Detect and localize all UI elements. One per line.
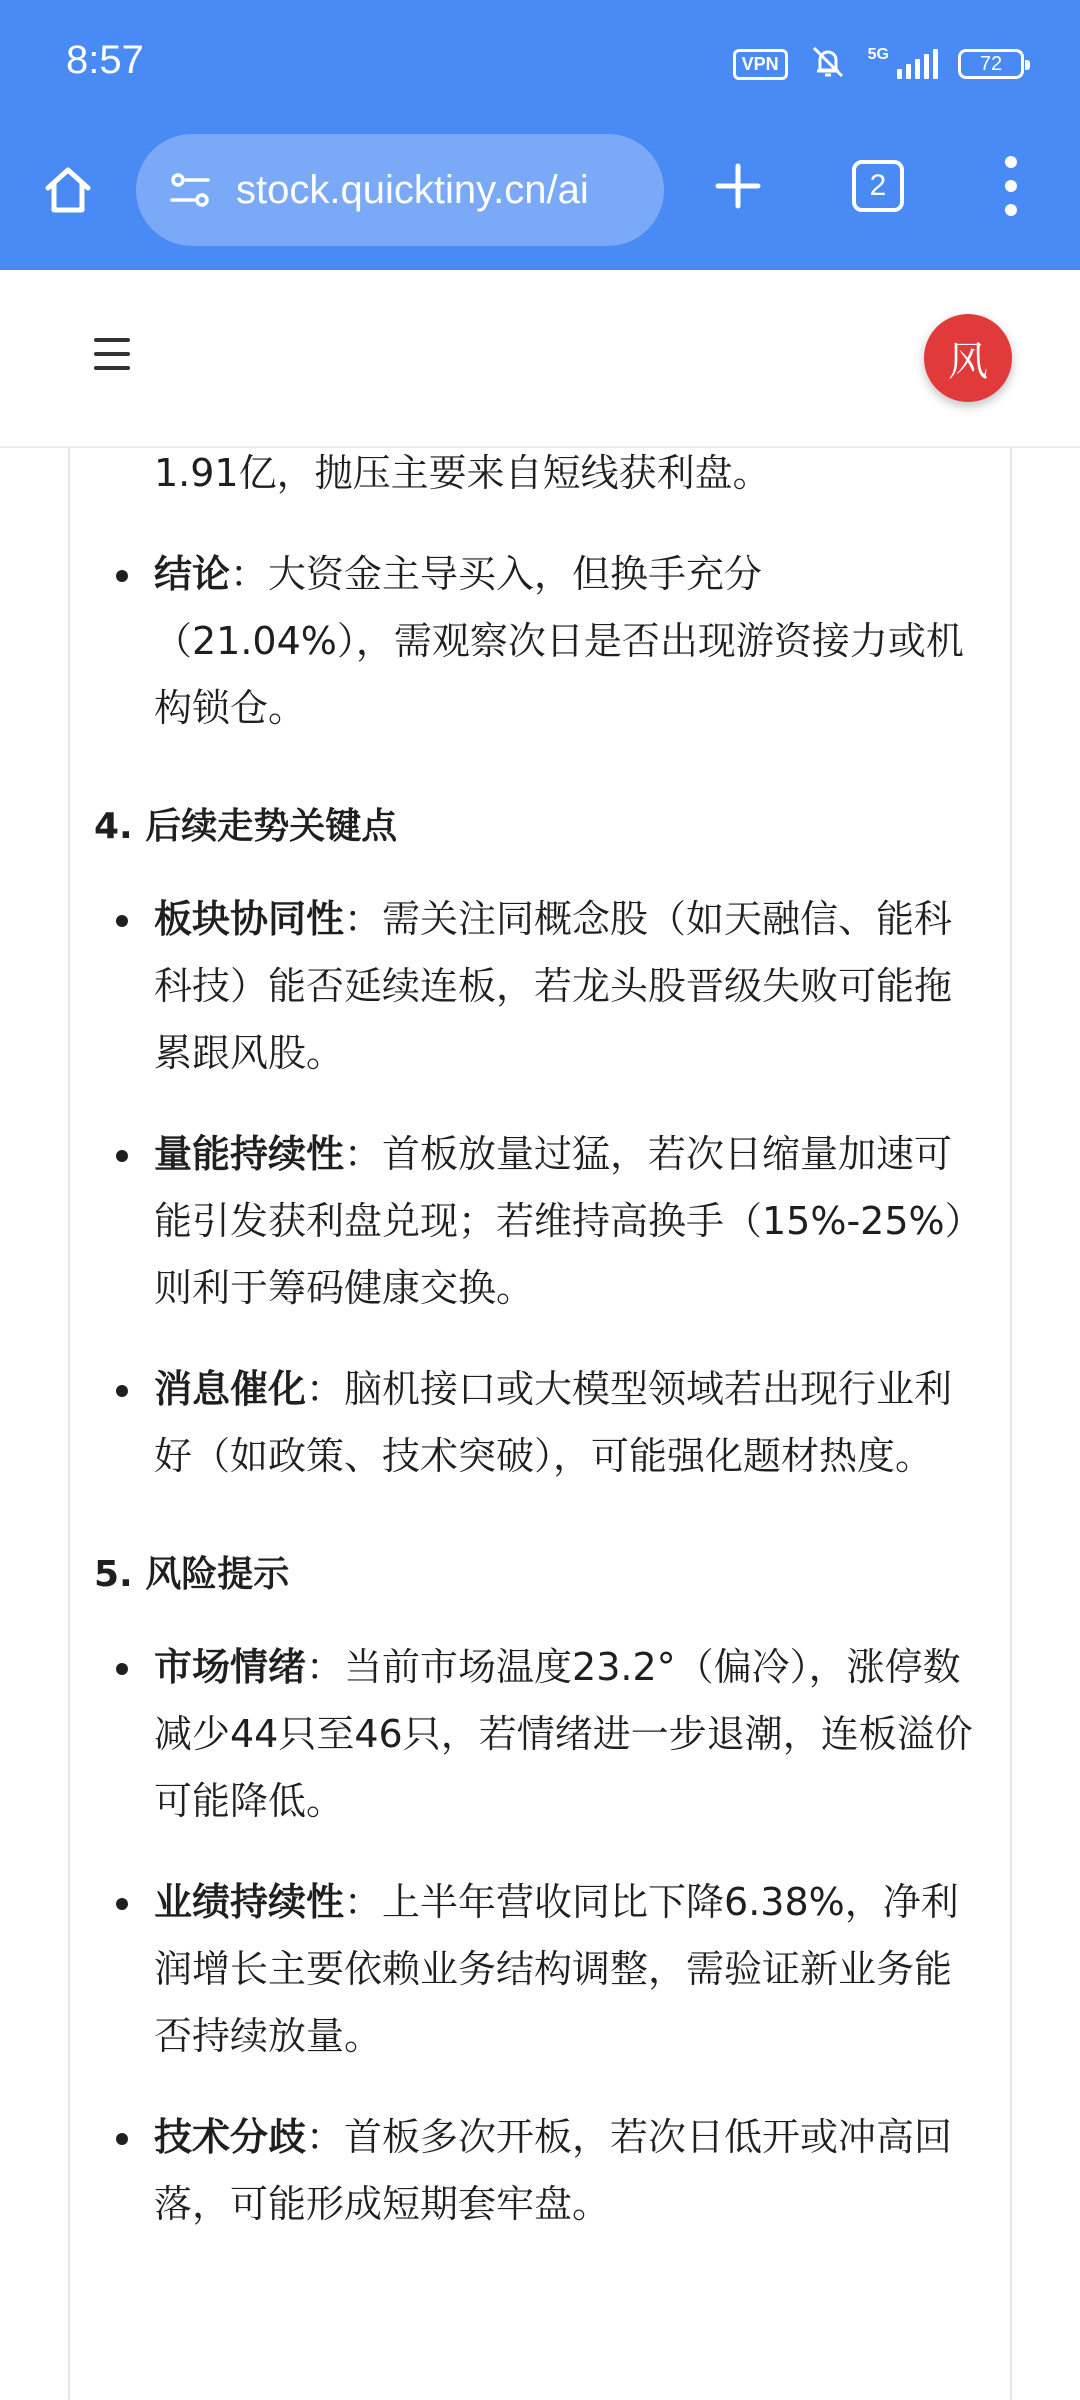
list-item — [94, 2104, 984, 2238]
address-bar[interactable] — [136, 134, 664, 246]
signal-icon — [897, 49, 938, 79]
item-label: 市场情绪 — [154, 1645, 307, 1689]
user-avatar[interactable]: 风 — [924, 314, 1012, 402]
network-type: 5G — [867, 46, 889, 63]
new-tab-button[interactable] — [706, 154, 770, 218]
item-text: ：脑机接口或大模型领域若出现行业利好（如政策、技术突破），可能强化题材热度。 — [154, 1367, 953, 1478]
article-content — [68, 448, 1012, 2400]
list-item-conclusion — [94, 541, 984, 742]
more-menu-button[interactable] — [996, 156, 1026, 216]
status-icons — [733, 44, 1024, 84]
item-label: 消息催化 — [154, 1367, 307, 1411]
continued-paragraph: 1.91亿，抛压主要来自短线获利盘。 — [154, 451, 771, 495]
item-label: 结论 — [154, 552, 231, 596]
site-header — [0, 270, 1080, 448]
list-item — [94, 886, 984, 1087]
item-text: ：大资金主导买入，但换手充分（21.04%），需观察次日是否出现游资接力或机构锁仓。 — [154, 552, 964, 730]
bell-muted-icon — [808, 42, 848, 86]
browser-toolbar — [0, 130, 1080, 270]
vpn-icon: VPN — [733, 49, 788, 80]
dot-icon — [1005, 156, 1017, 168]
home-button[interactable] — [36, 158, 100, 222]
battery-icon: 72 — [958, 49, 1024, 79]
item-label: 技术分歧 — [154, 2115, 307, 2159]
tab-switcher-button[interactable]: 2 — [852, 160, 904, 212]
list-item — [94, 1869, 984, 2070]
url-text[interactable]: stock.quicktiny.cn/ai — [236, 167, 589, 212]
item-label: 量能持续性 — [154, 1132, 345, 1176]
section-heading-5: 5. 风险提示 — [94, 1554, 290, 1595]
plus-icon — [706, 154, 770, 218]
status-time: 8:57 — [66, 38, 144, 82]
hamburger-menu-icon[interactable] — [94, 338, 130, 370]
section-heading-4: 4. 后续走势关键点 — [94, 806, 398, 847]
item-label: 板块协同性 — [154, 897, 345, 941]
dot-icon — [1005, 180, 1017, 192]
home-icon — [40, 162, 96, 218]
list-item — [94, 1356, 984, 1490]
item-label: 业绩持续性 — [154, 1880, 345, 1924]
item-text: ：首板多次开板，若次日低开或冲高回落，可能形成短期套牢盘。 — [154, 2115, 953, 2226]
item-text: ：上半年营收同比下降6.38%，净利润增长主要依赖业务结构调整，需验证新业务能否持续放量。 — [154, 1880, 959, 2058]
list-item — [94, 1634, 984, 1835]
status-bar — [0, 0, 1080, 130]
list-item — [94, 1121, 984, 1322]
item-text: ：需关注同概念股（如天融信、能科科技）能否延续连板，若龙头股晋级失败可能拖累跟风股。 — [154, 897, 953, 1075]
dot-icon — [1005, 204, 1017, 216]
site-settings-icon[interactable] — [166, 166, 214, 214]
article-body — [94, 448, 984, 2238]
item-text: ：首板放量过猛，若次日缩量加速可能引发获利盘兑现；若维持高换手（15%-25%）则利于筹码健康交换。 — [154, 1132, 983, 1310]
browser-chrome — [0, 0, 1080, 270]
item-text: ：当前市场温度23.2°（偏冷），涨停数减少44只至46只，若情绪进一步退潮，连板溢价可能降低。 — [154, 1645, 973, 1823]
